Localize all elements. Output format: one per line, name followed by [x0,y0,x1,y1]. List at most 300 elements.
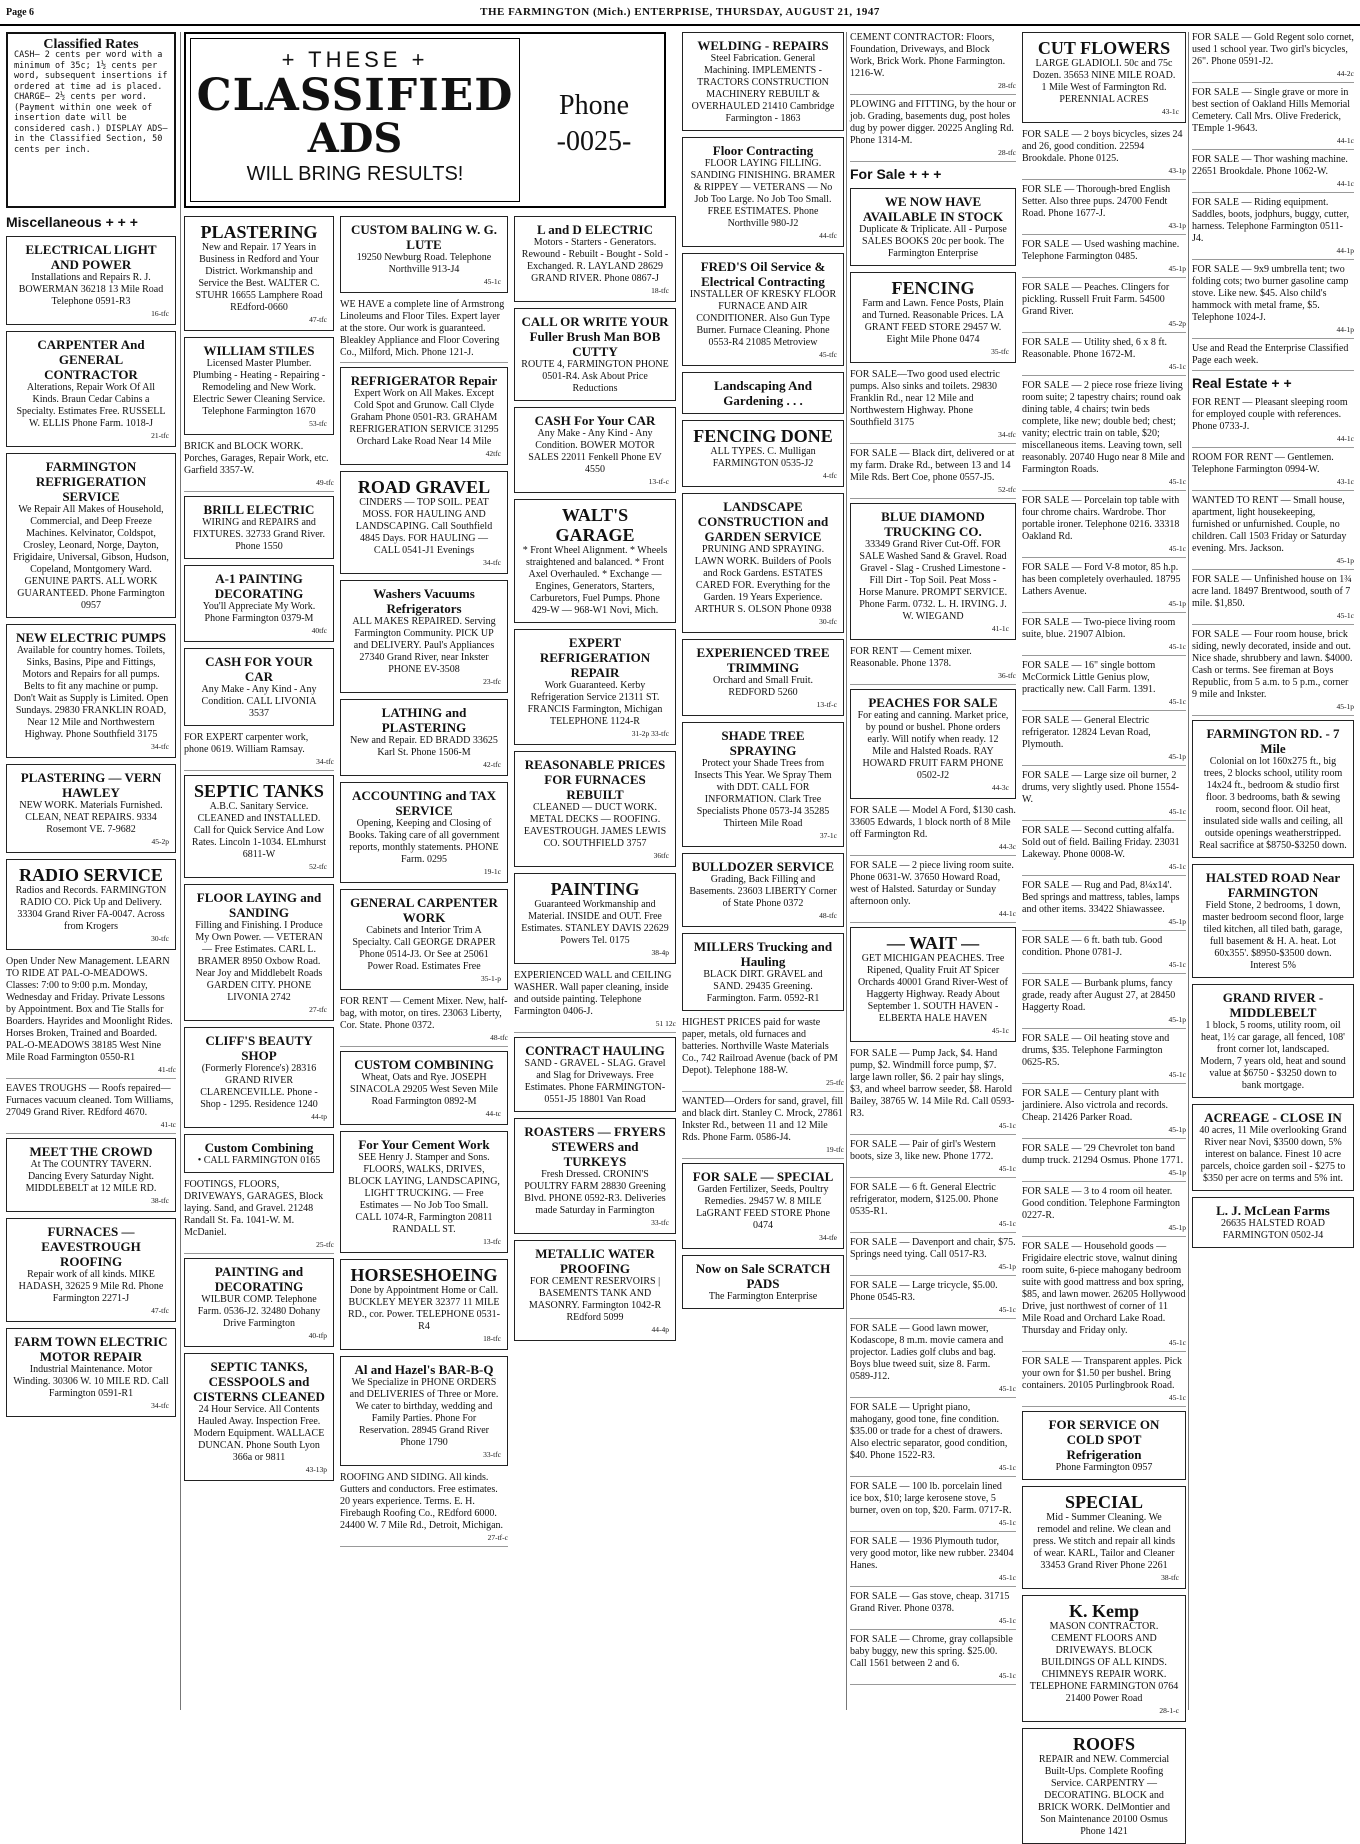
ad-body: Alterations, Repair Work Of All Kinds. Braun Cedar Cabins a Specialty. Estimates Free. RUSSELL W. ELLIS Phone Farm. 1018-J [16,382,166,429]
ad-headline: ACCOUNTING and TAX SERVICE [352,788,496,818]
display-ad [682,32,844,131]
display-ad [184,1134,334,1173]
ad-insertion-code: 44-1c [1336,434,1354,443]
ad-body: We Repair All Makes of Household, Commercial, and Deep Freeze Machines. Kelvinator, Coldspot, Crosley, Leonard, Norge, Dayton, Frigidaire, Universal, Gibson, Hudson, Copeland, Montgomery Ward. GENUINE PARTS. ALL WORK GUARANTEED. Phone Farmington 0957 [13,504,169,611]
ad-body: WANTED—Orders for sand, gravel, fill and black dirt. Stanley C. Mrock, 27861 Inkster Rd., between 11 and 12 Mile Rds. Phone Farm. 0586-J4. [682,1096,844,1143]
ad-headline: ROAD GRAVEL [357,477,491,497]
ad-body: WE HAVE a complete line of Armstrong Linoleums and Floor Tiles. Expert layer at the store. Our work is guaranteed. Bleakley Appliance and Floor Covering Co., Milford, Mich. Phone 121-J. [340,299,505,358]
ad-body: Garden Fertilizer, Seeds, Poultry Remedies. 29457 W. 8 MILE LaGRANT FEED STORE Phone 0474 [696,1184,830,1231]
ad-insertion-code: 33-tfc [651,1218,669,1227]
banner-phone-box [526,38,662,202]
ad-body: FOR SALE — Household goods — Frigidaire electric stove, walnut dining room suite, 6-piece mahogany bedroom suite with good mattress and box spring, $85, and lawn mower. 26205 Hollywood Drive, just northwest of corner of 11 Mile Road and Orchard Lake Road. Thursday and Friday only. [1022,1241,1186,1336]
ad-insertion-code: 47-tfc [151,1306,169,1315]
display-ad [184,216,334,331]
ad-body: LARGE GLADIOLI. 50c and 75c Dozen. 35653 NINE MILE ROAD. 1 Mile West of Farmington Rd. PERENNIAL ACRES [1032,58,1176,105]
classified-listing [1192,495,1354,570]
ad-body: EAVES TROUGHS — Roofs repaired—Furnaces vacuum cleaned. Tom Williams, 27049 Grand River. REdford 4670. [6,1083,174,1118]
ad-body: FOR SALE — Used washing machine. Telephone Farmington 0485. [1022,239,1180,262]
ad-body: FOOTINGS, FLOORS, DRIVEWAYS, GARAGES, Block laying. Sand, and Gravel. 21248 Randall St. Fa. 1041-W. M. McDaniel. [184,1179,324,1238]
ad-insertion-code: 25-tfc [316,1240,334,1249]
ad-body: MASON CONTRACTOR. CEMENT FLOORS AND DRIVEWAYS. BLOCK BUILDINGS OF ALL KINDS. CHIMNEYS REPAIR WORK. TELEPHONE FARMINGTON 0764 21400 Power Road [1029,1621,1179,1704]
ad-headline: ROASTERS — FRYERS STEWERS and TURKEYS [524,1124,666,1169]
ad-body: PLOWING and FITTING, by the hour or job. Grading, basements dug, post holes dug by power digger. 20225 Angling Rd. Phone 1314-M. [850,99,1016,146]
ad-body: FOR SALE — Two-piece living room suite, blue. 21907 Albion. [1022,617,1176,640]
ad-headline: HORSESHOEING [350,1265,498,1285]
ad-body: Colonial on lot 160x275 ft., big trees, 2 blocks school, utility room 14x24 ft., bedroom & studio first floor. 3 bedrooms, bath & sewing room, second floor. Oil heat, insulated side walls and ceiling, all outside openings weatherstripped. Real sacrifice at $8750-$3250 down. [1199,756,1347,851]
ad-headline: For Your Cement Work [358,1137,490,1152]
ad-insertion-code: 44-tp [311,1112,327,1121]
display-ad [682,1163,844,1249]
ad-headline: Floor Contracting [712,143,814,158]
ad-body: FOR CEMENT RESERVOIRS | BASEMENTS TANK AND MASONRY. Farmington 1042-R REdford 5099 [528,1276,662,1323]
column-3-ads [340,216,508,1547]
ad-insertion-code: 34-tfc [151,742,169,751]
ad-body: Filling and Finishing. I Produce My Own Power. — VETERAN — Free Estimates. CARL L. BRAMER 8950 Oxbow Road. Near Joy and Middlebelt Roads GARDEN CITY. PHONE LIVONIA 2742 [195,920,323,1003]
banner-these: + THESE + [281,47,429,72]
ad-insertion-code: 45-1c [998,1305,1016,1314]
ad-body: BLACK DIRT. GRAVEL and SAND. 29435 Greening. Farmington. Farm. 0592-R1 [703,969,823,1004]
display-ad [184,565,334,642]
ad-body: Done by Appointment Home or Call. BUCKLEY MEYER 32377 11 MILE RD., cor. Power. TELEPHONE 0531-R4 [347,1285,501,1332]
classified-listing [6,956,176,1079]
display-ad [340,471,508,574]
ad-headline: PLASTERING — VERN HAWLEY [20,770,162,800]
ad-body: FOR SALE — Peaches. Clingers for pickling. Russell Fruit Farm. 54500 Grand River. [1022,282,1170,317]
ad-insertion-code: 45-1p [1168,752,1186,761]
ad-insertion-code: 27-tf-c [487,1533,508,1542]
classified-listing [1192,32,1354,83]
classified-listing [1022,1241,1186,1352]
display-ad [184,1027,334,1128]
display-ad [340,1259,508,1350]
display-ad [184,775,334,878]
display-ad [850,689,1016,799]
display-ad [850,272,1016,363]
classified-rates-title: Classified Rates [43,37,139,52]
display-ad [340,216,508,293]
display-ad [6,859,176,950]
display-ad [682,1255,844,1309]
ad-insertion-code: 19-1c [483,867,501,876]
ad-headline: CLIFF'S BEAUTY SHOP [205,1033,313,1063]
ad-body: Steel Fabrication. General Machining. IMPLEMENTS - TRACTORS CONSTRUCTION MACHINERY REBUILT & OVERHAULED 21410 Cambridge Farmington - 1863 [691,53,835,124]
display-ad [514,407,676,493]
classified-page [6,32,1354,1837]
column-6 [850,32,1016,1710]
display-ad [340,580,508,693]
ad-headline: PEACHES FOR SALE [868,695,998,710]
ad-insertion-code: 44-1c [1336,136,1354,145]
column-3 [340,216,508,1710]
classified-rates-box [6,32,176,208]
ad-insertion-code: 45-1c [991,1026,1009,1035]
display-ad [184,1258,334,1347]
ad-insertion-code: 45-1c [998,1121,1016,1130]
display-ad [184,648,334,726]
banner-phone-word: Phone [559,90,629,121]
ad-insertion-code: 33-tfc [483,1450,501,1459]
classified-listing [514,970,676,1033]
ad-headline: FARMINGTON RD. - 7 Mile [1206,726,1340,756]
classified-listing [850,1402,1016,1477]
ad-insertion-code: 31-2p 33-tfc [631,729,669,738]
ad-insertion-code: 45-1p [1168,917,1186,926]
column-2 [184,216,334,1710]
display-ad [514,216,676,302]
display-ad [340,889,508,990]
display-ad [6,764,176,853]
ad-body: Licensed Master Plumber. Plumbing - Heating - Repairing - Remodeling and New Work. Electric Sewer Cleaning Service. Telephone Farmington 1670 [192,358,326,417]
ad-headline: CALL OR WRITE YOUR Fuller Brush Man BOB CUTTY [521,314,669,359]
banner-phone-number: -0025- [556,126,632,157]
ad-body: CEMENT CONTRACTOR: Floors, Foundation, Driveways, and Block Work, Brick Work. Phone Farmington. 1216-W. [850,32,1006,79]
ad-headline: WALT'S GARAGE [555,505,635,545]
classified-listing [1022,1186,1186,1237]
ad-body: FOR SALE — Unfinished house on 1¾ acre land. 18497 Brentwood, south of 7 mile. $1,850. [1192,574,1352,609]
banner-will-bring-results: WILL BRING RESULTS! [246,163,464,185]
classified-listing [1022,184,1186,235]
ad-body: Fresh Dressed. CRONIN'S POULTRY FARM 28830 Greening Blvd. PHONE 0592-R3. Deliveries made Saturday in Farmington [524,1169,666,1216]
ad-insertion-code: 45-1c [1168,1393,1186,1402]
ad-headline: SHADE TREE SPRAYING [721,728,805,758]
display-ad [1022,1411,1186,1480]
ad-insertion-code: 49-tfc [316,478,334,487]
ad-body: FOR RENT — Cement mixer. Reasonable. Phone 1378. [850,646,972,669]
ad-insertion-code: 45-tfc [819,350,837,359]
banner-ads: ADS [307,115,403,162]
classified-listing [1192,629,1354,716]
ad-headline: BULLDOZER SERVICE [691,859,835,874]
page-number: Page 6 [6,6,35,18]
ad-body: SEE Henry J. Stamper and Sons. FLOORS, WALKS, DRIVES, BLOCK LAYING, LANDSCAPING, LIGHT TRUCKING. — Free Estimates — No Job Too Small. CALL 1074-R, Farmington 20811 RANDALL ST. [348,1152,500,1235]
display-ad [6,1138,176,1212]
ad-headline: ELECTRICAL LIGHT AND POWER [25,242,157,272]
ad-insertion-code: 38-4p [651,948,669,957]
ad-headline: PAINTING and DECORATING [214,1264,304,1294]
ad-insertion-code: 13-tfc [483,1237,501,1246]
classified-listing [682,1017,844,1092]
ad-body: FOR SALE — Gas stove, cheap. 31715 Grand River. Phone 0378. [850,1591,1010,1614]
ad-insertion-code: 34-tfc [316,757,334,766]
column-8-ads [1192,397,1354,1248]
ad-insertion-code: 16-tfc [151,309,169,318]
ad-headline: FENCING [891,278,975,298]
ad-body: FOR SALE — Utility shed, 6 x 8 ft. Reasonable. Phone 1672-M. [1022,337,1168,360]
ad-body: We Specialize in PHONE ORDERS and DELIVERIES of Three or More. We cater to birthday, wedding and Family Parties. Phone For Reservation. 28945 Grand River Phone 1790 [349,1377,499,1448]
ad-body: FLOOR LAYING FILLING. SANDING FINISHING. BRAMER & RIPPEY — VETERANS — No Job Too Large. No Job Too Small. FREE ESTIMATES. Phone Northville 980-J2 [690,158,836,229]
ad-insertion-code: 21-tfc [151,431,169,440]
ad-insertion-code: 45-1c [998,1671,1016,1680]
ad-insertion-code: 45-1c [998,1164,1016,1173]
ad-insertion-code: 27-tfc [309,1005,327,1014]
ad-insertion-code: 45-1c [1168,862,1186,871]
ad-body: ROOFING AND SIDING. All kinds. Gutters and conductors. Free estimates. 20 years experience. Terms. E. H. Firebaugh Roofing Co., REdford 6000. 24400 W. 7 Mile Rd., Detroit, Michigan. [340,1472,504,1531]
ad-body: 19250 Newburg Road. Telephone Northville 913-J4 [356,252,492,275]
ad-headline: CUSTOM BALING W. G. LUTE [350,222,498,252]
classified-listing [1192,264,1354,339]
classified-listing [850,1280,1016,1319]
ad-body: FOR SALE — Model A Ford, $130 cash. 33605 Edwards, 1 block north of 8 Mile off Farmington Rd. [850,805,1016,840]
ad-insertion-code: 36tfc [653,851,669,860]
display-ad [850,927,1016,1042]
ad-insertion-code: 45-1c [1168,697,1186,706]
ad-body: Wheat, Oats and Rye. JOSEPH SINACOLA 29205 West Seven Mile Road Farmington 0892-M [350,1072,498,1107]
ad-headline: BLUE DIAMOND TRUCKING CO. [881,509,985,539]
display-ad [1022,32,1186,123]
ad-insertion-code: 41-1c [991,624,1009,633]
ad-insertion-code: 45-1p [1168,1223,1186,1232]
display-ad [184,496,334,559]
ad-body: FOR SALE — Good lawn mower, Kodascope, 8 m.m. movie camera and projector. Ladies golf clubs and bag. Boys blue tweed suit, size 8. Farm. 0589-J12. [850,1323,1004,1382]
ad-headline: ROOFS [1072,1734,1135,1754]
display-ad [1022,1486,1186,1589]
ad-insertion-code: 51 12c [655,1019,676,1028]
classified-listing [1022,617,1186,656]
ad-insertion-code: 34-tfc [483,558,501,567]
classified-listing [1022,1143,1186,1182]
display-ad [6,624,176,758]
ad-insertion-code: 44-3c [991,783,1009,792]
ad-body: 26635 HALSTED ROAD FARMINGTON 0502-J4 [1221,1218,1325,1241]
ad-insertion-code: 28-tfc [998,81,1016,90]
ad-insertion-code: 44-tfc [819,231,837,240]
ad-insertion-code: 45-1p [1168,1125,1186,1134]
ad-headline: MEET THE CROWD [29,1144,153,1159]
ad-body: FOR SALE — Pump Jack, $4. Hand pump, $2. Windmill force pump, $7. large lawn roller, $6. 2 pair hay slings, $3, and wheel barrow seeder, $8. Harold Bailey, 38765 W. 14 Mile Rd. Call 0593-R3. [850,1048,1015,1119]
ad-body: FOR SALE — Large tricycle, $5.00. Phone 0545-R3. [850,1280,998,1303]
ad-body: Field Stone, 2 bedrooms, 1 down, master bedroom second floor, large tiled kitchen, all tiled bath, garage, full basement & H. A. heat. Lot 60x355'. $8950-$3500 down. Interest 5% [1202,900,1344,971]
classified-listing [850,1139,1016,1178]
ad-headline: FOR SALE — SPECIAL [692,1169,834,1184]
ad-body: FOR SALE — 2 boys bicycles, sizes 24 and 26, good condition. 22594 Brookdale. Phone 0125. [1022,129,1183,164]
column-1-ads [6,236,176,1417]
ad-body: FOR SALE — Rug and Pad, 8¼x14'. Bed springs and mattress, tables, lamps and other items. 33422 Shiawassee. [1022,880,1180,915]
ad-headline: HALSTED ROAD Near FARMINGTON [1205,870,1341,900]
ad-headline: EXPERT REFRIGERATION REPAIR [539,635,651,680]
classified-listing [850,1634,1016,1685]
classified-listing [1192,197,1354,260]
ad-insertion-code: 40tfc [311,626,327,635]
ad-body: 1 block, 5 rooms, utility room, oil heat, 1½ car garage, all fenced, 108' front corner lot, landscaped. Modern, 7 years old, heat and sound value at $6750 - $3250 down to bank mortgage. [1200,1020,1346,1091]
ad-insertion-code: 19-tfc [826,1145,844,1154]
ad-body: WILBUR COMP. Telephone Farm. 0536-J2. 32480 Dohany Drive Farmington [197,1294,321,1329]
ad-body: (Formerly Florence's) 28316 GRAND RIVER CLARENCEVILLE. Phone - Shop - 1295. Residence 1240 [200,1063,318,1110]
ad-headline: A-1 PAINTING DECORATING [214,571,304,601]
display-ad [1192,864,1354,978]
ad-headline: PAINTING [550,879,640,899]
classified-listing [850,1591,1016,1630]
ad-body: CLEANED — DUCT WORK. METAL DECKS — ROOFING. EAVESTROUGH. JAMES LEWIS CO. SOUTHFIELD 3757 [523,802,667,849]
ad-insertion-code: 52-tfc [998,485,1016,494]
ad-insertion-code: 45-1c [1336,611,1354,620]
ad-insertion-code: 36-tfc [998,671,1016,680]
ad-body: FOR SALE — Transparent apples. Pick your own for $1.50 per bushel. Bring containers. 20105 Purlingbrook Road. [1022,1356,1182,1391]
ad-insertion-code: 40-tfp [308,1331,327,1340]
classified-listing [1022,562,1186,613]
column-1 [6,32,176,1710]
ad-headline: FARMINGTON REFRIGERATION SERVICE [35,459,147,504]
section-miscellaneous: Miscellaneous + + + [6,214,138,230]
ad-insertion-code: 45-2p [1168,319,1186,328]
classified-listing [1022,1033,1186,1084]
column-8-ads-top [1192,32,1354,371]
ad-insertion-code: 45-1c [1168,642,1186,651]
classified-listing [6,1083,176,1134]
ad-body: FOR SALE — Single grave or more in best section of Oakland Hills Memorial Cemetery. Call Mrs. Olive Frederick, TEmple 1-9643. [1192,87,1351,134]
ad-headline: EXPERIENCED TREE TRIMMING [696,645,830,675]
ad-body: Radios and Records. FARMINGTON RADIO CO. Pick Up and Delivery. 33304 Grand River FA-0047. Across from Krogers [15,885,167,932]
ad-body: Expert Work on All Makes. Except Cold Spot and Grunow. Call Clyde Graham Phone 0501-R3. GRAHAM REFRIGERATION SERVICE 31295 Orchard Lake Road Near 14 Mile [349,388,499,447]
ad-body: FOR SALE — General Electric refrigerator. 12824 Levan Road, Plymouth. [1022,715,1151,750]
classified-listing [1022,715,1186,766]
ad-insertion-code: 44-1c [1336,179,1354,188]
column-rule [180,32,181,1710]
classified-listing [340,996,508,1047]
ad-headline: Washers Vacuums Refrigerators [373,586,475,616]
display-ad [514,1037,676,1112]
ad-insertion-code: 30-tfc [151,934,169,943]
ad-headline: CUSTOM COMBINING [354,1057,494,1072]
ad-insertion-code: 45-1c [1168,960,1186,969]
ad-headline: FRED'S Oil Service & Electrical Contracting [700,259,826,289]
classified-listing [1022,495,1186,558]
ad-body: INSTALLER OF KRESKY FLOOR FURNACE AND AIR CONDITIONER. Also Gun Type Burner. Furnace Cleaning. Phone 0553-R4 21085 Metroview [689,289,837,348]
classified-listing [850,805,1016,856]
ad-insertion-code: 18-tfc [483,1334,501,1343]
ad-insertion-code: 44-1p [1336,325,1354,334]
ad-body: Mid - Summer Cleaning. We remodel and reline. We clean and press. We stitch and repair all kinds of wear. KARL, Tailor and Cleaner 33453 Grand River Phone 2261 [1032,1512,1176,1571]
classified-listing [1192,397,1354,448]
display-ad [682,493,844,633]
ad-body: FOR SALE — Thor washing machine. 22651 Brookdale. Phone 1062-W. [1192,154,1348,177]
ad-body: FOR SALE — Pair of girl's Western boots, size 3, like new. Phone 1772. [850,1139,996,1162]
ad-headline: PLASTERING [200,222,318,242]
ad-insertion-code: 43-1p [1168,166,1186,175]
ad-insertion-code: 44-1p [1336,246,1354,255]
classified-listing [1022,660,1186,711]
ad-body: FOR SALE — 1936 Plymouth tudor, very good motor, like new rubber. 23404 Hanes. [850,1536,1014,1571]
ad-insertion-code: 25-tfc [826,1078,844,1087]
ad-headline: L and D ELECTRIC [537,222,653,237]
ad-body: FOR SALE — Black dirt, delivered or at my farm. Drake Rd., between 13 and 14 Mile Rds. Bert Coe, phone 0557-J5. [850,448,1015,483]
ad-insertion-code: 43-13p [305,1465,327,1474]
display-ad [184,337,334,435]
display-ad [682,372,844,414]
ad-body: Repair work of all kinds. MIKE HADASH, 32625 9 Mile Rd. Phone Farmington 2271-J [18,1269,164,1304]
column-5-ads [682,32,844,1309]
newspaper-title: THE FARMINGTON (Mich.) ENTERPRISE, THURSDAY, AUGUST 21, 1947 [480,6,880,18]
classified-listing [1192,87,1354,150]
banner-classified: CLASSIFIED [196,70,514,121]
classified-banner [184,32,666,208]
ad-headline: FOR SERVICE ON COLD SPOT Refrigeration [1048,1417,1160,1462]
ad-insertion-code: 4-tfc [822,471,837,480]
ad-insertion-code: 41-tc [160,1120,176,1129]
ad-insertion-code: 45-2p [151,837,169,846]
ad-insertion-code: 42-tfc [483,760,501,769]
display-ad [514,308,676,401]
display-ad [340,1356,508,1466]
display-ad [340,1051,508,1125]
ad-body: FOR SALE — '29 Chevrolet ton band dump truck. 21294 Osmus. Phone 1771. [1022,1143,1184,1166]
classified-listing [1022,129,1186,180]
ad-insertion-code: 43-1c [1161,107,1179,116]
classified-listing [1022,337,1186,376]
ad-body: NEW WORK. Materials Furnished. CLEAN, NEAT REPAIRS. 9334 Rosemont VE. 7-9682 [19,800,163,835]
ad-headline: SEPTIC TANKS, CESSPOOLS and CISTERNS CLEANED [193,1359,325,1404]
classified-rates-body: CASH— 2 cents per word with a minimum of 35c; 1½ cents per word, subsequent insertions if ordered at time ad is placed. CHARGE— 2½ cents per word. (Payment within one week of insertion date will be considered cash.) DISPLAY ADS— in the Classified Section, 50 cents per inch. [14,50,168,155]
ad-headline: WILLIAM STILES [203,343,315,358]
ad-body: Phone Farmington 0957 [1055,1462,1153,1473]
classified-listing [850,1182,1016,1233]
ad-body: Work Guaranteed. Kerby Refrigeration Service 21311 ST. FRANCIS Farmington, Michigan TELEPHONE 1124-R [527,680,663,727]
column-5 [682,32,844,1710]
ad-body: FOR SALE — Porcelain top table with four chrome chairs. Wardrobe. Thor portable ironer. Telephone 0216. 33318 Oakland Rd. [1022,495,1180,542]
ad-body: HIGHEST PRICES paid for waste paper, metals, old furnaces and batteries. Northville Waste Materials Co., 742 Railroad Avenue (back of PM Depot). Telephone 188-W. [682,1017,838,1076]
ad-insertion-code: 43-1p [1168,221,1186,230]
display-ad [514,1118,676,1234]
display-ad [682,722,844,847]
ad-body: Duplicate & Triplicate. All - Purpose SALES BOOKS 20c per book. The Farmington Enterprise [859,224,1007,259]
classified-listing [1022,935,1186,974]
ad-body: Cabinets and Interior Trim A Specialty. Call GEORGE DRAPER Phone 0514-J3. Or See at 25061 Power Road. Estimates Free [352,925,496,972]
ad-body: Motors - Starters - Generators. Rewound - Rebuilt - Bought - Sold - Exchanged. R. LAYLAND 28629 GRAND RIVER. Phone 0867-J [521,237,669,284]
classified-listing [1022,978,1186,1029]
ad-body: Orchard and Small Fruit. REDFORD 5260 [713,675,813,698]
classified-listing [1022,282,1186,333]
ad-insertion-code: 44-1c [998,909,1016,918]
ad-body: FOR SALE — 2 piece rose frieze living room suite; 2 tapestry chairs; round oak dining table, 4 chairs; twin beds complete, like new; double bed; chest; vanity; electric train on table, $20; miscellaneous items. Leaving town, sell reasonably. 20740 Hugo near 8 Mile and Farmington Roads. [1022,380,1185,475]
ad-body: At The COUNTRY TAVERN. Dancing Every Saturday Night. MIDDLEBELT at 12 MILE RD. [25,1159,157,1194]
ad-body: FOR SALE — Century plant with jardiniere. Also victrola and records. Cheap. 21426 Parker Road. [1022,1088,1169,1123]
ad-body: For eating and canning. Market price, by pound or bushel. Phone orders early. Will notify when ready. 12 Mile and Halsted Roads. RAY HOWARD FRUIT FARM PHONE 0502-J2 [857,710,1009,781]
ad-headline: CUT FLOWERS [1037,38,1171,58]
ad-headline: Al and Hazel's BAR-B-Q [354,1362,494,1377]
classified-listing [1192,452,1354,491]
ad-body: FOR SALE — 6 ft. General Electric refrigerator, modern, $125.00. Phone 0535-R1. [850,1182,999,1217]
column-4-ads [514,216,676,1341]
ad-headline: FARM TOWN ELECTRIC MOTOR REPAIR [14,1334,168,1364]
display-ad [1022,1595,1186,1722]
ad-body: FOR SALE — Riding equipment. Saddles, boots, jodphurs, buggy, cutter, harness. Telephone Farmington 0511-J4. [1192,197,1349,244]
column-4 [514,216,676,1710]
ad-insertion-code: 38-tfc [151,1196,169,1205]
ad-body: GET MICHIGAN PEACHES. Tree Ripened, Quality Fruit AT Spicer Orchards 40001 Grand River-West of Haggerty Highway. Ready About September 1. SOUTH HAVEN - ELBERTA HALE HAVEN [857,953,1009,1024]
column-rule [1188,32,1189,1710]
classified-listing [340,1472,508,1547]
ad-insertion-code: 45-1c [998,1384,1016,1393]
ad-insertion-code: 35-tfc [991,347,1009,356]
ad-insertion-code: 43-1c [1336,477,1354,486]
ad-body: FOR SALE — 6 ft. bath tub. Good condition. Phone 0781-J. [1022,935,1163,958]
ad-insertion-code: 42tfc [485,449,501,458]
ad-insertion-code: 53-tfc [309,419,327,428]
ad-body: New and Repair. ED BRADD 33625 Karl St. Phone 1506-M [350,735,498,758]
display-ad [6,453,176,618]
ad-body: EXPERIENCED WALL and CEILING WASHER. Wall paper cleaning, inside and outside painting. Telephone Farmington 0406-J. [514,970,672,1017]
ad-body: Farm and Lawn. Fence Posts, Plain and Turned. Reasonable Prices. LA GRANT FEED STORE 29457 W. Eight Mile Phone 0474 [862,298,1004,345]
classified-listing [850,32,1016,95]
ad-body: SAND - GRAVEL - SLAG. Gravel and Slag for Driveways. Free Estimates. Phone FARMINGTON-0551-J5 18801 Van Road [524,1058,666,1105]
ad-insertion-code: 41-tfc [158,1065,176,1074]
ad-body: Grading, Back Filling and Basements. 23603 LIBERTY Corner of State Phone 0372 [689,874,837,909]
ad-headline: ACREAGE - CLOSE IN [1204,1110,1342,1125]
display-ad [682,137,844,247]
ad-insertion-code: 45-1p [1336,702,1354,711]
ad-insertion-code: 45-1c [998,1573,1016,1582]
ad-insertion-code: 47-tfc [309,315,327,324]
column-6-ads [850,188,1016,1685]
